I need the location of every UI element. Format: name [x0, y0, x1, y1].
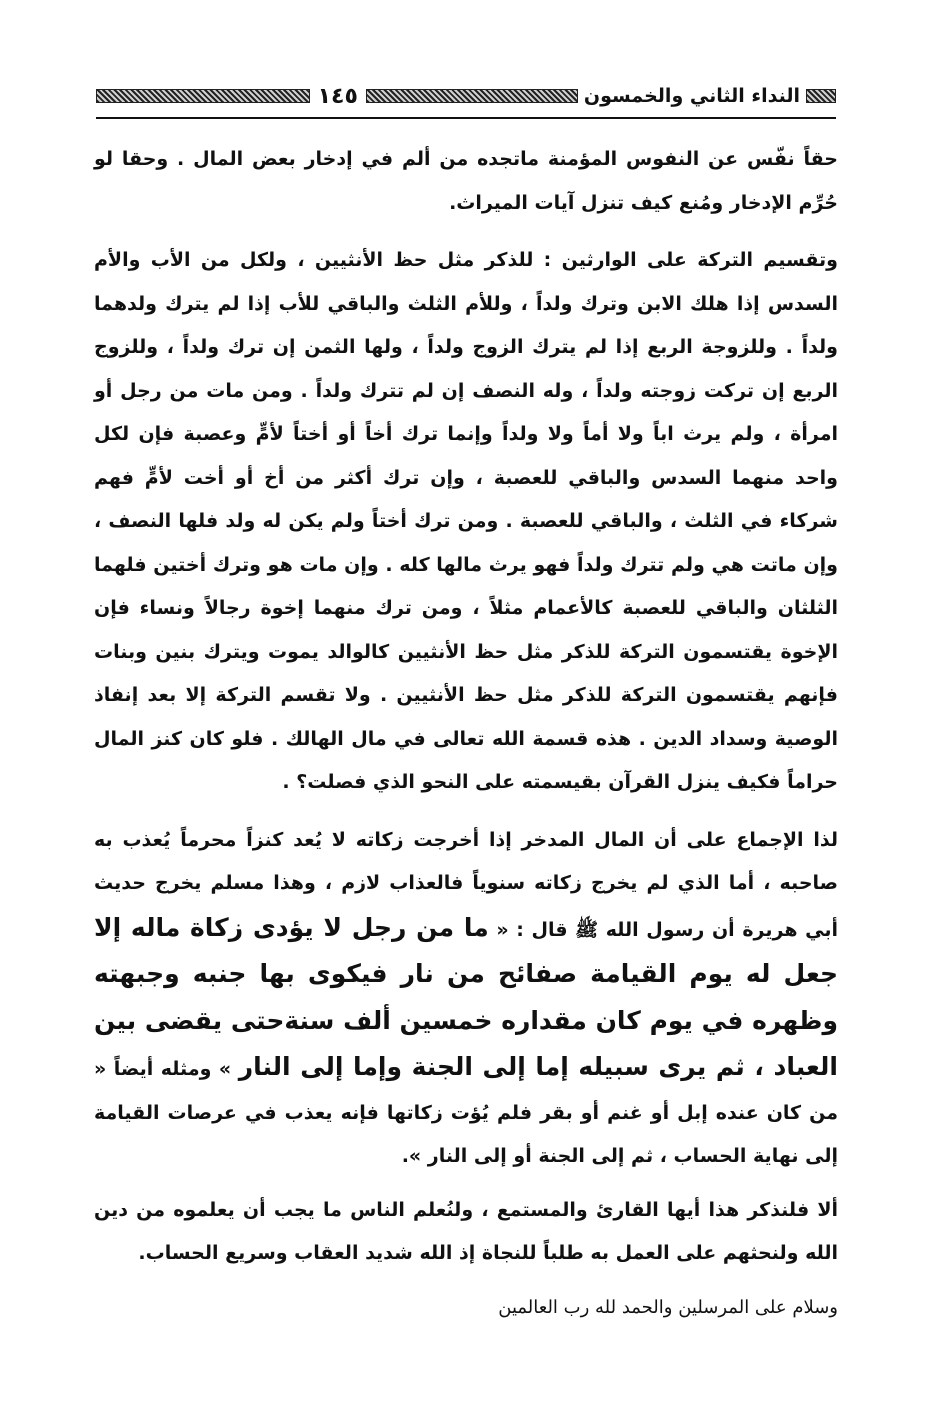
closing-line: وسلام على المرسلين والحمد لله رب العالمين	[498, 1296, 838, 1318]
header-rule	[96, 117, 836, 119]
paragraph-outro: » ومثله أيضاً « من كان عنده إبل أو غنم أو بقر فلم يُؤت زكاتها فإنه يعذب في عرصات القيامة إلى نهاية الحساب ، ثم إلى الجنة أو إلى النار ».	[94, 1058, 838, 1167]
paragraph: ألا فلنذكر هذا أيها القارئ والمستمع ، ولنُعلم الناس ما يجب أن يعلموه من دين الله ولنحثهم على العمل به طلباً للنجاة إذ الله شديد العقاب وسريع الحساب.	[94, 1198, 838, 1264]
paragraph-hadith	[94, 819, 838, 1179]
header-ornament-bar	[366, 89, 578, 103]
paragraph: وتقسيم التركة على الوارثين : للذكر مثل حظ الأنثيين ، ولكل من الأب والأم السدس إذا هلك الابن وترك ولداً ، وللأم الثلث والباقي للأب إذا لم يترك ولدهما ولداً . وللزوجة الربع إذا لم يترك الزوج ولداً ، ولها الثمن إن ترك ولداً ، وللزوج الربع إن تركت زوجته ولداً ، وله النصف إن لم تترك ولداً . ومن مات من رجل أو امرأة ، ولم يرث اباً ولا أماً ولا ولداً وإنما ترك أخاً أو أختاً لأمٍّ وعصبة فإن لكل واحد منهما السدس والباقي للعصبة ، وإن ترك أكثر من أخ أو أخت لأمٍّ فهم شركاء في الثلث ، والباقي للعصبة . ومن ترك أختاً ولم يكن له ولد فلها النصف ، وإن ماتت هي ولم تترك ولداً فهو يرث مالها كله . وإن مات هو وترك أختين فلهما الثلثان والباقي للعصبة كالأعمام مثلاً ، ومن ترك منهما إخوة رجالاً ونساء فإن الإخوة يقتسمون التركة للذكر مثل حظ الأنثيين كالوالد يموت ويترك بنين وبنات فإنهم يقتسمون التركة للذكر مثل حظ الأنثيين . ولا تقسم التركة إلا بعد إنفاذ الوصية وسداد الدين . هذه قسمة الله تعالى في مال الهالك . فلو كان كنز المال حراماً فكيف ينزل القرآن بقيسمته على النحو الذي فصلت؟ .	[94, 249, 838, 793]
paragraph-intro: لذا الإجماع على أن المال المدخر إذا أخرجت زكاته لا يُعد كنزاً محرماً يُعذب به صاحبه ، أما الذي لم يخرج زكاته سنوياً فالعذاب لازم ، وهذا مسلم يخرج حديث أبي هريرة أن رسول الله ﷺ قال : «	[94, 828, 838, 941]
page-number: ١٤٥	[317, 83, 358, 109]
hadith-quote: ما من رجل لا يؤدى زكاة ماله إلا جعل له يوم القيامة صفائح من نار فيكوى بها جنبه وجبهته وظهره في يوم كان مقداره خمسين ألف سنةحتى يقضى بين العباد ، ثم يرى سبيله إما إلى الجنة وإما إلى النار	[94, 912, 838, 1081]
header-title: النداء الثاني والخمسون	[583, 85, 800, 107]
header-ornament-bar	[806, 89, 836, 103]
page-body	[94, 138, 838, 1329]
running-header	[96, 78, 836, 114]
paragraph: حقاً نفّس عن النفوس المؤمنة ماتجده من ألم في إدخار بعض المال . وحقا لو حُرِّم الإدخار ومُنع كيف تنزل آيات الميراث.	[94, 148, 838, 214]
header-ornament-bar	[96, 89, 310, 103]
